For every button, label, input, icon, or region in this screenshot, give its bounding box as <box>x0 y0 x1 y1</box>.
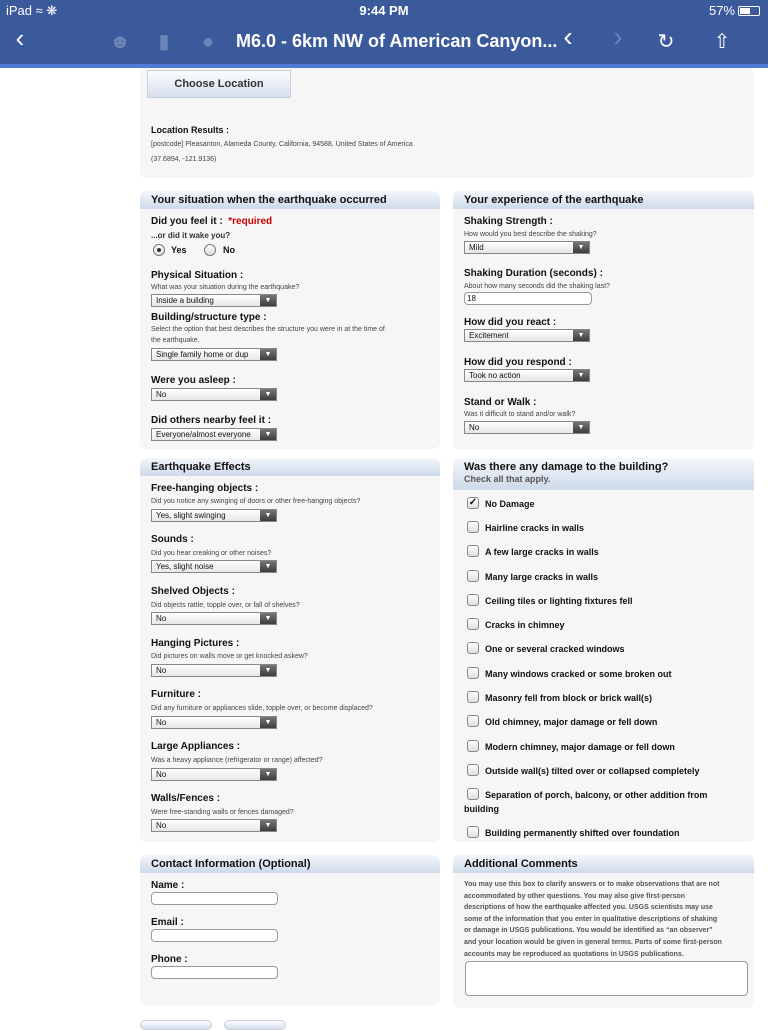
effect-hint: Did you hear creaking or other noises? <box>151 550 272 557</box>
share-icon[interactable]: ⇧ <box>713 31 731 53</box>
effect-hint: Did you notice any swinging of doors or other free-hanging objects? <box>151 498 361 505</box>
sounds-select[interactable] <box>151 560 277 573</box>
name-label: Name : <box>151 880 185 891</box>
stand-walk-hint: Was it difficult to stand and/or walk? <box>464 411 576 418</box>
chevron-down-icon: ▼ <box>573 370 589 381</box>
status-right <box>709 3 760 18</box>
react-select[interactable] <box>464 329 590 342</box>
chevron-down-icon: ▼ <box>573 330 589 341</box>
damage-checkbox[interactable] <box>467 618 479 630</box>
damage-option-label: A few large cracks in walls <box>485 547 599 557</box>
shaking-duration-input[interactable]: 18 <box>464 292 592 305</box>
location-results-coords: (37.6894, -121.9136) <box>151 156 217 163</box>
chevron-down-icon: ▼ <box>260 389 276 400</box>
comments-instructions <box>464 879 722 960</box>
damage-checkbox[interactable] <box>467 826 479 838</box>
damage-checkbox[interactable] <box>467 667 479 679</box>
react-value: Excitement <box>469 331 509 340</box>
location-panel <box>140 68 754 178</box>
damage-checkbox[interactable] <box>467 521 479 533</box>
damage-option-label: Building permanently shifted over foundation <box>485 828 680 838</box>
damage-checkbox[interactable] <box>467 691 479 703</box>
comments-line: You may use this box to clarify answers or to make observations that are not <box>464 881 720 888</box>
felt-yes-radio[interactable] <box>153 244 165 256</box>
phone-label: Phone : <box>151 954 188 965</box>
damage-option-label: Modern chimney, major damage or fell down <box>485 742 675 752</box>
activity-icon: ❋ <box>46 3 58 18</box>
building-type-hint-1: Select the option that best describes the structure you were in at the time of <box>151 326 385 333</box>
shaking-strength-label: Shaking Strength : <box>464 216 553 227</box>
physical-situation-select[interactable] <box>151 294 277 307</box>
reload-icon[interactable]: ↻ <box>657 31 675 53</box>
chevron-down-icon: ▼ <box>260 717 276 728</box>
effects-panel <box>140 458 440 842</box>
damage-option-label: Separation of porch, balcony, or other addition from <box>485 790 708 800</box>
building-type-value: Single family home or dup <box>156 350 249 359</box>
location-results-address: [postcode] Pleasanton, Alameda County, California, 94588, United States of America <box>151 141 413 148</box>
prev-chevron-icon[interactable]: ‹ <box>563 21 573 52</box>
others-felt-label: Did others nearby feel it : <box>151 415 272 426</box>
stand-walk-select[interactable] <box>464 421 590 434</box>
shelved-objects-select[interactable] <box>151 612 277 625</box>
chevron-down-icon: ▼ <box>260 665 276 676</box>
asleep-value: No <box>156 390 167 399</box>
location-results-label: Location Results : <box>151 125 230 135</box>
felt-yes-label: Yes <box>171 245 187 255</box>
chevron-down-icon: ▼ <box>573 422 589 433</box>
damage-panel <box>453 458 754 842</box>
effects-title: Earthquake Effects <box>140 458 440 476</box>
shaking-duration-label: Shaking Duration (seconds) : <box>464 268 603 279</box>
damage-option-label: Many windows cracked or some broken out <box>485 669 672 679</box>
comments-textarea[interactable] <box>465 961 748 996</box>
shaking-duration-hint: About how many seconds did the shaking last? <box>464 283 610 290</box>
comments-line: accommodated by other questions. You may also give first-person <box>464 892 686 900</box>
effect-label: Free-hanging objects : <box>151 483 259 494</box>
effect-hint: Did any furniture or appliances slide, topple over, or become displaced? <box>151 705 373 712</box>
stand-walk-label: Stand or Walk : <box>464 397 537 408</box>
damage-checkbox[interactable] <box>467 642 479 654</box>
damage-checkbox[interactable] <box>467 715 479 727</box>
effect-label: Sounds : <box>151 534 194 545</box>
chat-bubble-icon[interactable]: ▮ <box>158 31 170 53</box>
stand-walk-value: No <box>469 423 480 432</box>
chevron-down-icon: ▼ <box>260 613 276 624</box>
comments-line: or damage in USGS publications. You would be identified as “an observer” <box>464 927 713 935</box>
email-label: Email : <box>151 917 184 928</box>
page-title: M6.0 - 6km NW of American Canyon... <box>236 31 558 51</box>
battery-fill <box>740 8 750 14</box>
asleep-select[interactable] <box>151 388 277 401</box>
effect-label: Shelved Objects : <box>151 586 235 597</box>
nav-bar <box>0 20 768 64</box>
building-type-hint-2: the earthquake. <box>151 337 200 344</box>
damage-checkbox[interactable] <box>467 764 479 776</box>
damage-option-label: Old chimney, major damage or fell down <box>485 717 658 727</box>
others-felt-select[interactable] <box>151 428 277 441</box>
damage-option-label: Masonry fell from block or brick wall(s) <box>485 693 653 703</box>
submit-button[interactable] <box>140 1020 212 1030</box>
status-bar <box>0 0 768 20</box>
chevron-down-icon: ▼ <box>573 242 589 253</box>
comments-line: and your location would be given in general terms. Parts of some first-person <box>464 938 722 946</box>
name-input[interactable] <box>151 892 278 905</box>
comments-panel <box>453 855 754 1008</box>
damage-option-label: One or several cracked windows <box>485 644 625 654</box>
status-time: 9:44 PM <box>359 3 409 18</box>
contact-title: Contact Information (Optional) <box>140 855 440 873</box>
effect-label: Furniture : <box>151 689 201 700</box>
free-hanging-select[interactable] <box>151 509 277 522</box>
choose-location-button[interactable]: Choose Location <box>147 70 291 98</box>
others-felt-value: Everyone/almost everyone <box>156 430 251 439</box>
effect-hint: Was a heavy appliance (refrigerator or range) affected? <box>151 757 323 764</box>
building-type-select[interactable] <box>151 348 277 361</box>
back-chevron-icon[interactable]: ‹ <box>15 23 25 53</box>
next-chevron-icon[interactable]: › <box>613 21 623 52</box>
building-type-label: Building/structure type : <box>151 312 267 323</box>
damage-option-label: Ceiling tiles or lighting fixtures fell <box>485 596 633 606</box>
respond-value: Took no action <box>469 371 521 380</box>
furniture-select[interactable] <box>151 716 277 729</box>
device-name: iPad <box>6 3 33 18</box>
required-marker: *required <box>228 216 273 227</box>
contact-panel <box>140 855 440 1005</box>
chevron-down-icon: ▼ <box>260 561 276 572</box>
effect-value: No <box>156 614 167 623</box>
comments-title: Additional Comments <box>453 855 754 873</box>
experience-panel <box>453 191 754 449</box>
effect-hint: Did pictures on walls move or get knocked askew? <box>151 653 308 660</box>
effect-label: Large Appliances : <box>151 741 241 752</box>
walls-fences-select[interactable] <box>151 819 277 832</box>
damage-checkbox[interactable] <box>467 740 479 752</box>
comments-line: descriptions of how the earthquake affected you. USGS scientists may use <box>464 904 713 912</box>
effect-value: Yes, slight swinging <box>156 511 226 520</box>
physical-situation-hint: What was your situation during the earthquake? <box>151 284 300 291</box>
damage-checkbox[interactable] <box>467 594 479 606</box>
react-label: How did you react : <box>464 317 557 328</box>
effect-value: No <box>156 718 167 727</box>
damage-subtitle: Check all that apply. <box>464 474 551 484</box>
effect-hint: Did objects rattle, topple over, or fall of shelves? <box>151 602 300 609</box>
effect-hint: Were free-standing walls or fences damaged? <box>151 809 294 816</box>
effect-value: No <box>156 821 167 830</box>
shaking-strength-select[interactable] <box>464 241 590 254</box>
phone-input[interactable] <box>151 966 278 979</box>
damage-title: Was there any damage to the building? <box>464 461 669 473</box>
damage-option-label: Cracks in chimney <box>485 620 565 630</box>
damage-option-label-continued: building <box>464 804 499 814</box>
damage-checkbox[interactable] <box>467 570 479 582</box>
chevron-down-icon: ▼ <box>260 295 276 306</box>
situation-title: Your situation when the earthquake occurred <box>140 191 440 209</box>
damage-checkbox[interactable] <box>467 788 479 800</box>
damage-option-label: Many large cracks in walls <box>485 572 599 582</box>
felt-no-label: No <box>223 245 235 255</box>
wifi-icon: ≈ <box>35 3 43 18</box>
battery-icon <box>738 6 760 16</box>
felt-hint: ...or did it wake you? <box>151 231 231 240</box>
experience-title: Your experience of the earthquake <box>453 191 754 209</box>
people-icon[interactable]: ☻ <box>109 31 131 53</box>
damage-option-label: Hairline cracks in walls <box>485 523 585 533</box>
chevron-down-icon: ▼ <box>260 510 276 521</box>
globe-icon[interactable]: ● <box>201 31 215 53</box>
felt-no-radio[interactable] <box>204 244 216 256</box>
damage-option-label: Outside wall(s) tilted over or collapsed completely <box>485 766 700 776</box>
chevron-down-icon: ▼ <box>260 429 276 440</box>
asleep-label: Were you asleep : <box>151 375 236 386</box>
physical-situation-value: Inside a building <box>156 296 214 305</box>
respond-select[interactable] <box>464 369 590 382</box>
check-icon: ✓ <box>468 497 478 508</box>
felt-label: Did you feel it : <box>151 216 223 227</box>
situation-panel <box>140 191 440 449</box>
effect-label: Hanging Pictures : <box>151 638 240 649</box>
reset-button[interactable] <box>224 1020 286 1030</box>
respond-label: How did you respond : <box>464 357 572 368</box>
comments-line: some of the information that you enter in qualitative descriptions of shaking <box>464 915 718 923</box>
chevron-down-icon: ▼ <box>260 769 276 780</box>
effect-value: Yes, slight noise <box>156 562 214 571</box>
damage-checkbox[interactable] <box>467 545 479 557</box>
effect-label: Walls/Fences : <box>151 793 221 804</box>
damage-header <box>453 458 754 490</box>
comments-line: accounts may be reproduced as quotations in USGS publications. <box>464 950 684 958</box>
shaking-strength-hint: How would you best describe the shaking? <box>464 231 597 238</box>
effect-value: No <box>156 770 167 779</box>
damage-option-label: No Damage <box>485 499 535 509</box>
battery-percent: 57% <box>708 3 735 18</box>
email-input[interactable] <box>151 929 278 942</box>
effect-value: No <box>156 666 167 675</box>
shaking-strength-value: Mild <box>469 243 484 252</box>
hanging-pictures-select[interactable] <box>151 664 277 677</box>
chevron-down-icon: ▼ <box>260 349 276 360</box>
damage-checkbox[interactable] <box>467 497 479 509</box>
physical-situation-label: Physical Situation : <box>151 270 244 281</box>
large-appliances-select[interactable] <box>151 768 277 781</box>
chevron-down-icon: ▼ <box>260 820 276 831</box>
